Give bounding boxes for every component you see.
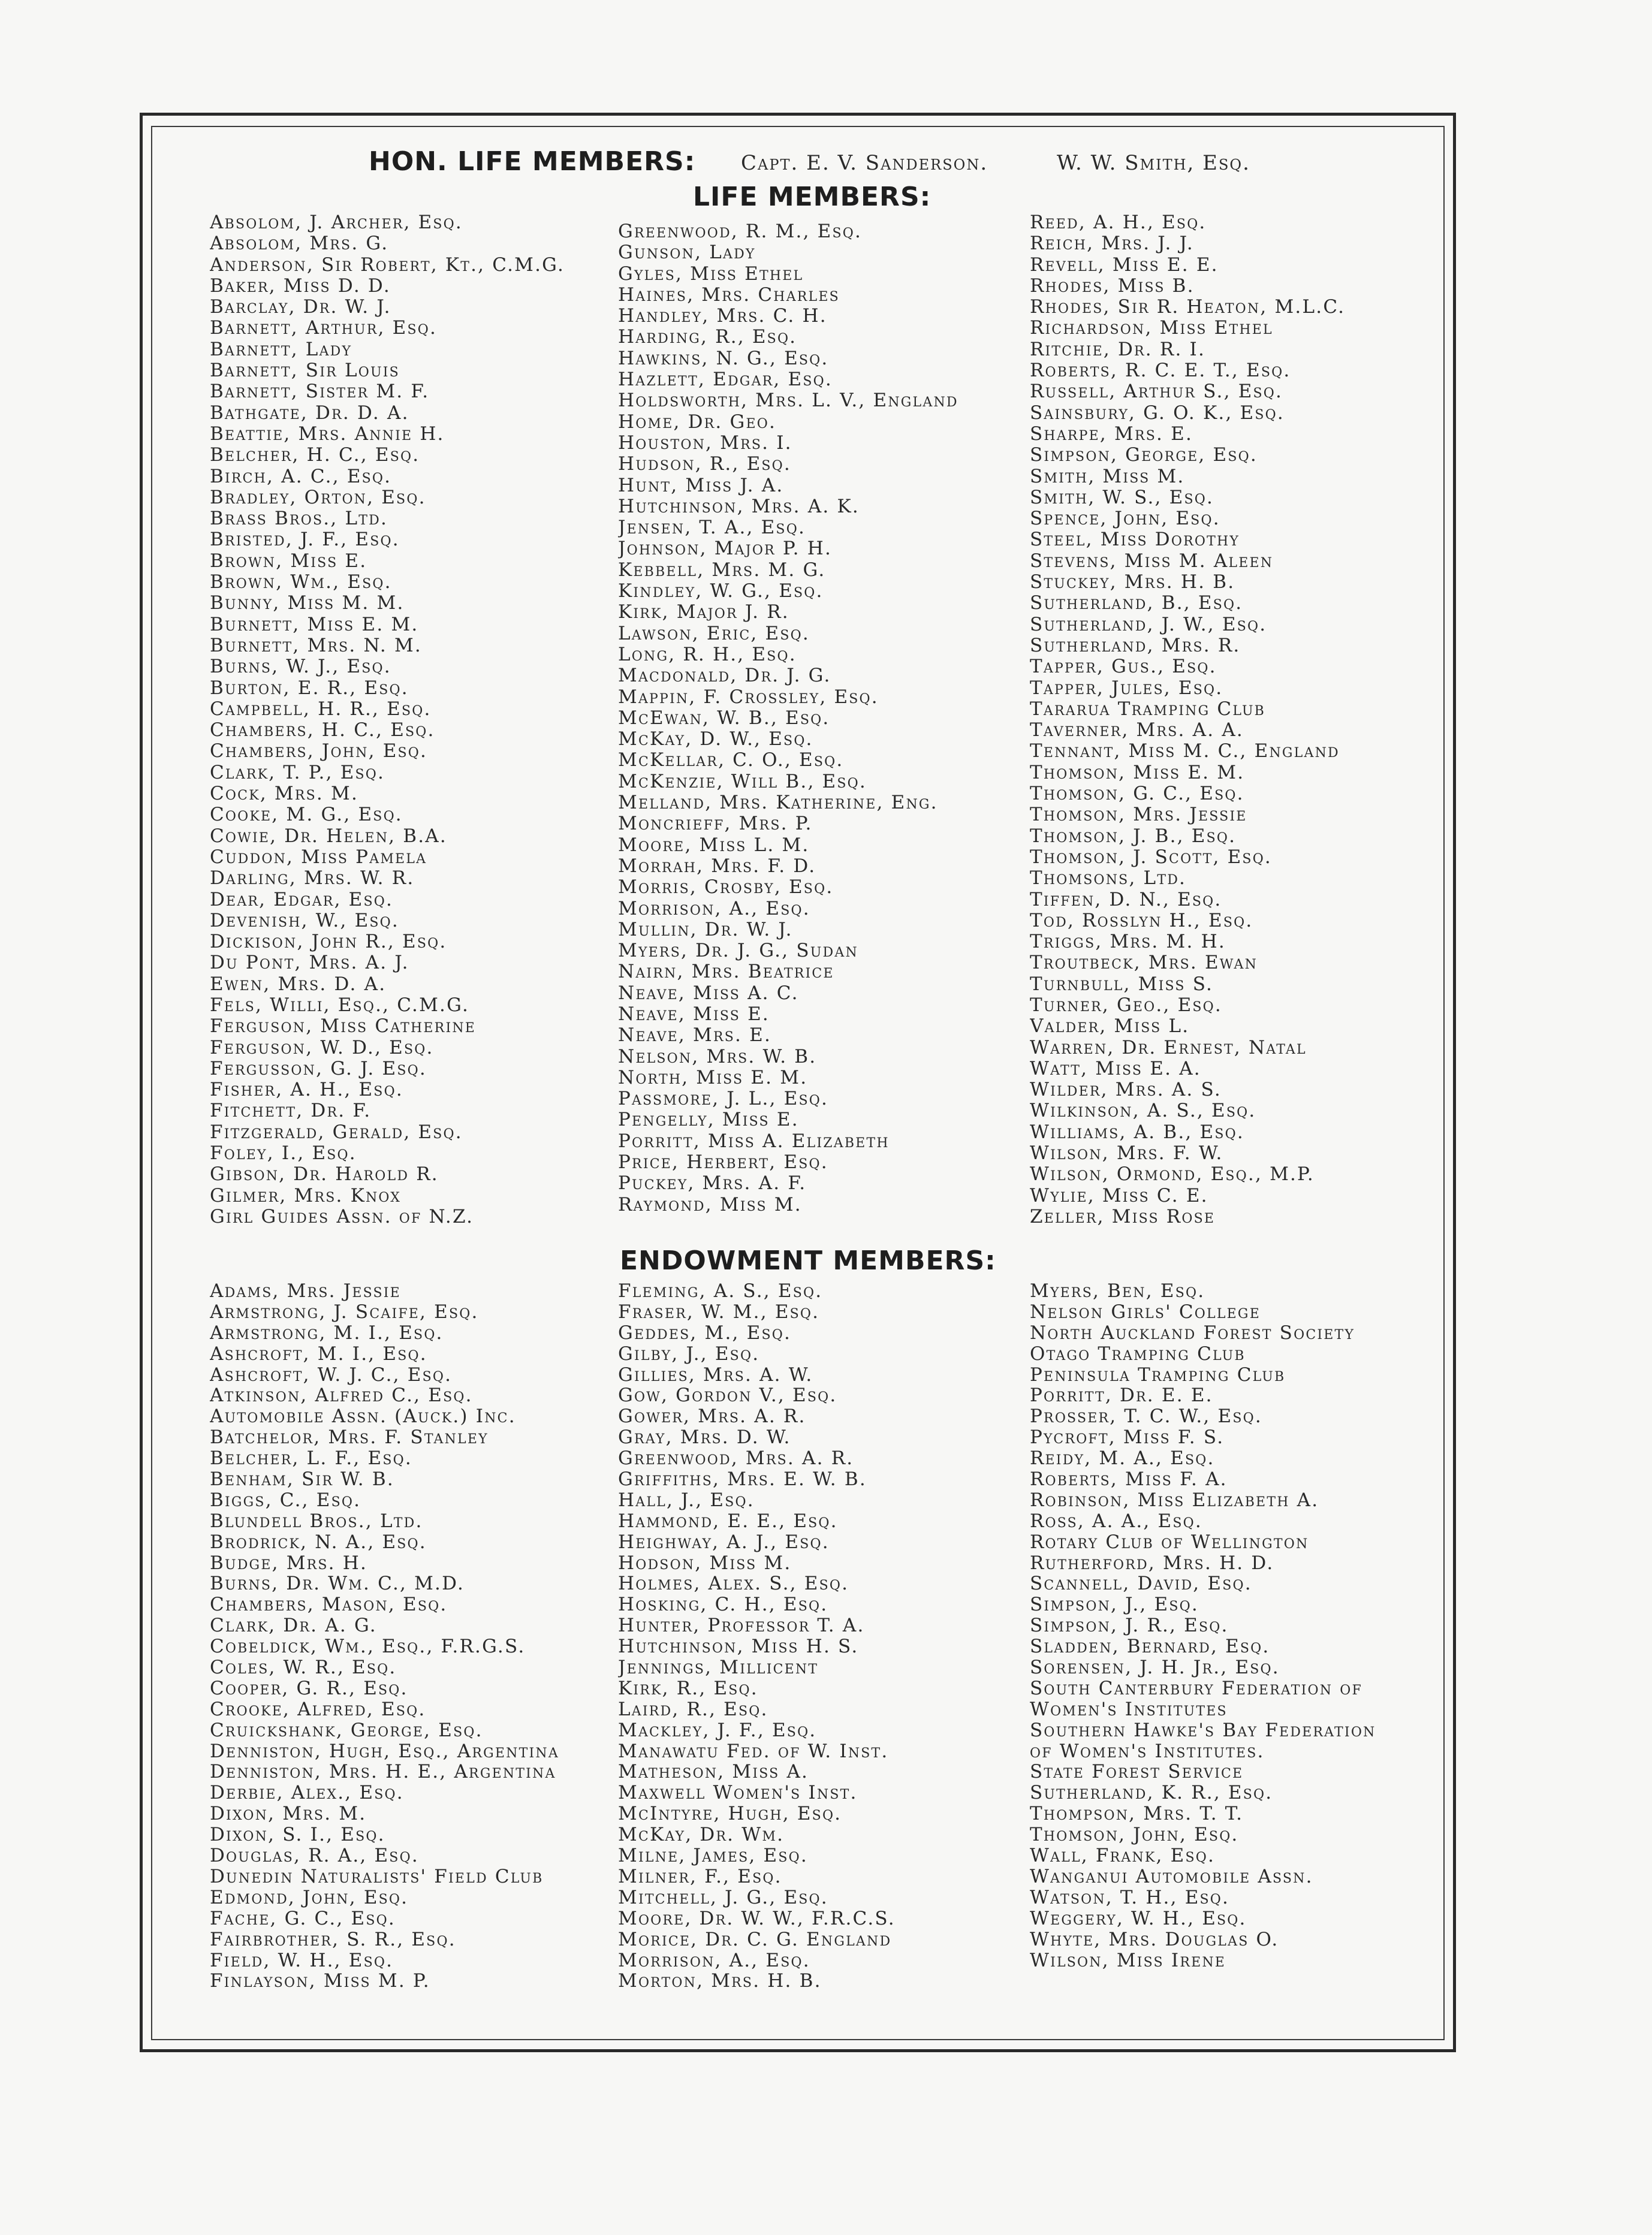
member-entry: Ritchie, Dr. R. I. [1030, 339, 1206, 360]
endowment-members-column-1 [210, 1281, 605, 1992]
member-entry: Sainsbury, G. O. K., Esq. [1030, 402, 1285, 424]
member-entry: Rutherford, Mrs. H. D. [1030, 1552, 1274, 1574]
member-entry: Kirk, Major J. R. [618, 602, 789, 623]
member-entry: Ashcroft, M. I., Esq. [210, 1343, 427, 1365]
member-entry: Southern Hawke's Bay Federation [1030, 1720, 1376, 1741]
member-entry: Chambers, H. C., Esq. [210, 720, 435, 741]
member-entry: Sutherland, B., Esq. [1030, 593, 1243, 614]
member-entry: Thomson, Miss E. M. [1030, 762, 1245, 783]
member-entry: Melland, Mrs. Katherine, Eng. [618, 792, 938, 814]
member-entry: Robinson, Miss Elizabeth A. [1030, 1489, 1319, 1511]
member-entry: Bathgate, Dr. D. A. [210, 402, 409, 424]
member-entry: Puckey, Mrs. A. F. [618, 1173, 807, 1195]
member-entry: Wanganui Automobile Assn. [1030, 1866, 1313, 1887]
hon-life-member-1: Capt. E. V. Sanderson. [741, 151, 988, 175]
member-entry: Mappin, F. Crossley, Esq. [618, 686, 879, 708]
member-entry: Milner, F., Esq. [618, 1866, 782, 1887]
member-entry: Hudson, R., Esq. [618, 454, 791, 475]
member-entry: Fisher, A. H., Esq. [210, 1079, 403, 1101]
member-entry: Thomson, J. B., Esq. [1030, 825, 1237, 847]
member-entry: Houston, Mrs. I. [618, 432, 792, 454]
member-entry: Neave, Mrs. E. [618, 1025, 772, 1046]
member-entry: Hawkins, N. G., Esq. [618, 348, 829, 369]
member-entry: Finlayson, Miss M. P. [210, 1971, 430, 1992]
member-entry: Neave, Miss E. [618, 1003, 770, 1025]
member-entry: Laird, R., Esq. [618, 1699, 768, 1720]
member-entry: McEwan, W. B., Esq. [618, 707, 830, 729]
member-entry: Troutbeck, Mrs. Ewan [1030, 952, 1258, 974]
member-entry: Cowie, Dr. Helen, B.A. [210, 825, 447, 847]
endowment-members-column-3 [1030, 1281, 1425, 1971]
member-entry: McKenzie, Will B., Esq. [618, 771, 867, 792]
member-entry: McKay, Dr. Wm. [618, 1824, 785, 1846]
member-entry: Anderson, Sir Robert, Kt., C.M.G. [210, 254, 565, 276]
member-entry: South Canterbury Federation of [1030, 1678, 1362, 1699]
member-entry: Stevens, Miss M. Aleen [1030, 550, 1274, 572]
member-entry: Budge, Mrs. H. [210, 1552, 368, 1574]
endowment-members-heading: ENDOWMENT MEMBERS: [620, 1245, 996, 1276]
member-entry: Steel, Miss Dorothy [1030, 529, 1240, 551]
member-entry: Geddes, M., Esq. [618, 1322, 792, 1344]
member-entry: Smith, Miss M. [1030, 466, 1185, 487]
member-entry: Biggs, C., Esq. [210, 1489, 361, 1511]
member-entry: Wall, Frank, Esq. [1030, 1845, 1216, 1866]
life-members-column-3 [1030, 212, 1425, 1227]
member-entry: Ferguson, Miss Catherine [210, 1016, 477, 1037]
member-entry: Simpson, J., Esq. [1030, 1594, 1199, 1616]
member-entry: Long, R. H., Esq. [618, 644, 797, 665]
member-entry: Tiffen, D. N., Esq. [1030, 889, 1222, 910]
member-entry: Tennant, Miss M. C., England [1030, 741, 1340, 762]
member-entry: Wylie, Miss C. E. [1030, 1185, 1208, 1207]
member-entry: Barnett, Lady [210, 339, 352, 360]
member-entry: Adams, Mrs. Jessie [210, 1281, 401, 1302]
member-entry: Moore, Dr. W. W., F.R.C.S. [618, 1908, 896, 1929]
member-entry: Hall, J., Esq. [618, 1489, 755, 1511]
member-entry: Clark, Dr. A. G. [210, 1615, 377, 1637]
member-entry: Baker, Miss D. D. [210, 275, 391, 297]
member-entry: Thomson, J. Scott, Esq. [1030, 846, 1272, 868]
member-entry: Gunson, Lady [618, 242, 756, 264]
member-entry: Matheson, Miss A. [618, 1762, 809, 1783]
member-entry: Nelson Girls' College [1030, 1301, 1261, 1323]
member-entry: Passmore, J. L., Esq. [618, 1088, 829, 1110]
member-entry: McIntyre, Hugh, Esq. [618, 1803, 842, 1825]
member-entry: Valder, Miss L. [1030, 1016, 1190, 1037]
member-entry: Kebbell, Mrs. M. G. [618, 559, 826, 581]
member-entry: Gilby, J., Esq. [618, 1343, 760, 1365]
member-entry: Peninsula Tramping Club [1030, 1364, 1286, 1386]
member-entry: Gyles, Miss Ethel [618, 263, 804, 285]
member-entry: Taverner, Mrs. A. A. [1030, 720, 1244, 741]
member-entry: Williams, A. B., Esq. [1030, 1121, 1244, 1143]
member-entry: Cooke, M. G., Esq. [210, 804, 403, 826]
member-entry: Gilmer, Mrs. Knox [210, 1185, 402, 1207]
member-entry: Kindley, W. G., Esq. [618, 581, 824, 602]
member-entry: Thomsons, Ltd. [1030, 868, 1187, 889]
member-entry: Hutchinson, Miss H. S. [618, 1636, 859, 1658]
member-entry: Wilkinson, A. S., Esq. [1030, 1100, 1256, 1122]
member-entry: Absolom, Mrs. G. [210, 233, 389, 255]
member-entry: Porritt, Miss A. Elizabeth [618, 1130, 890, 1152]
member-entry: Mitchell, J. G., Esq. [618, 1887, 828, 1908]
member-entry: Dunedin Naturalists' Field Club [210, 1866, 544, 1887]
member-entry: Handley, Mrs. C. H. [618, 306, 827, 327]
member-entry: Griffiths, Mrs. E. W. B. [618, 1469, 867, 1490]
member-entry: Coles, W. R., Esq. [210, 1657, 397, 1678]
member-entry: Macdonald, Dr. J. G. [618, 665, 831, 687]
member-entry: Barclay, Dr. W. J. [210, 297, 391, 318]
member-entry: Milne, James, Esq. [618, 1845, 808, 1866]
member-entry: Mullin, Dr. W. J. [618, 919, 793, 940]
member-entry: Rhodes, Sir R. Heaton, M.L.C. [1030, 297, 1346, 318]
member-entry: Gower, Mrs. A. R. [618, 1406, 806, 1428]
member-entry: Sorensen, J. H. Jr., Esq. [1030, 1657, 1280, 1678]
life-members-column-1 [210, 212, 605, 1227]
member-entry: Fleming, A. S., Esq. [618, 1281, 823, 1302]
member-entry: Barnett, Arthur, Esq. [210, 318, 438, 339]
member-entry: Atkinson, Alfred C., Esq. [210, 1385, 473, 1407]
member-entry: Cobeldick, Wm., Esq., F.R.G.S. [210, 1636, 526, 1658]
member-entry: Scannell, David, Esq. [1030, 1573, 1252, 1595]
member-entry: Sutherland, K. R., Esq. [1030, 1782, 1273, 1804]
member-entry: Brown, Miss E. [210, 550, 367, 572]
member-entry: McKay, D. W., Esq. [618, 729, 813, 750]
member-entry: Derbie, Alex., Esq. [210, 1782, 404, 1804]
member-entry: Holmes, Alex. S., Esq. [618, 1573, 849, 1595]
member-entry: Tapper, Jules, Esq. [1030, 677, 1223, 699]
member-entry: Neave, Miss A. C. [618, 982, 799, 1004]
member-entry: Gray, Mrs. D. W. [618, 1427, 791, 1449]
member-entry: Chambers, John, Esq. [210, 741, 428, 762]
member-entry: Brass Bros., Ltd. [210, 508, 388, 530]
member-entry: Sutherland, Mrs. R. [1030, 635, 1241, 656]
member-entry: Myers, Dr. J. G., Sudan [618, 940, 858, 962]
member-entry: of Women's Institutes. [1030, 1741, 1265, 1762]
member-entry: Greenwood, R. M., Esq. [618, 221, 863, 242]
member-entry: State Forest Service [1030, 1762, 1244, 1783]
member-entry: Belcher, L. F., Esq. [210, 1448, 412, 1470]
member-entry: Ferguson, W. D., Esq. [210, 1037, 434, 1058]
member-entry: McKellar, C. O., Esq. [618, 750, 844, 771]
member-entry: Greenwood, Mrs. A. R. [618, 1448, 854, 1470]
member-entry: Barnett, Sir Louis [210, 360, 400, 382]
member-entry: Jensen, T. A., Esq. [618, 517, 806, 539]
member-entry: Holdsworth, Mrs. L. V., England [618, 390, 958, 412]
member-entry: Raymond, Miss M. [618, 1194, 802, 1215]
member-entry: Cooper, G. R., Esq. [210, 1678, 408, 1699]
member-entry: Cuddon, Miss Pamela [210, 846, 427, 868]
member-entry: Spence, John, Esq. [1030, 508, 1220, 530]
member-entry: Ross, A. A., Esq. [1030, 1510, 1202, 1532]
member-entry: Richardson, Miss Ethel [1030, 318, 1273, 339]
member-entry: Roberts, R. C. E. T., Esq. [1030, 360, 1291, 382]
member-entry: Reed, A. H., Esq. [1030, 212, 1207, 233]
member-entry: Turnbull, Miss S. [1030, 973, 1214, 995]
member-entry: Morrah, Mrs. F. D. [618, 855, 816, 877]
member-entry: Denniston, Mrs. H. E., Argentina [210, 1762, 556, 1783]
member-entry: Whyte, Mrs. Douglas O. [1030, 1929, 1279, 1950]
member-entry: Devenish, W., Esq. [210, 910, 399, 931]
member-entry: Fraser, W. M., Esq. [618, 1301, 820, 1323]
member-entry: Wilson, Miss Irene [1030, 1950, 1226, 1971]
member-entry: Fache, G. C., Esq. [210, 1908, 396, 1929]
member-entry: Foley, I., Esq. [210, 1143, 357, 1165]
life-members-heading: LIFE MEMBERS: [693, 182, 931, 212]
member-entry: Heighway, A. J., Esq. [618, 1531, 830, 1553]
member-entry: Moncrieff, Mrs. P. [618, 813, 813, 835]
member-entry: North Auckland Forest Society [1030, 1322, 1355, 1344]
member-entry: Nelson, Mrs. W. B. [618, 1046, 817, 1067]
member-entry: Rhodes, Miss B. [1030, 275, 1195, 297]
member-entry: Reich, Mrs. J. J. [1030, 233, 1194, 255]
member-entry: Russell, Arthur S., Esq. [1030, 381, 1283, 403]
member-entry: Nairn, Mrs. Beatrice [618, 961, 834, 983]
member-entry: Automobile Assn. (Auck.) Inc. [210, 1406, 516, 1428]
member-entry: Myers, Ben, Esq. [1030, 1281, 1205, 1302]
member-entry: Du Pont, Mrs. A. J. [210, 952, 409, 974]
member-entry: Watson, T. H., Esq. [1030, 1887, 1230, 1908]
member-entry: Home, Dr. Geo. [618, 411, 777, 433]
member-entry: Beattie, Mrs. Annie H. [210, 423, 445, 445]
member-entry: Stuckey, Mrs. H. B. [1030, 572, 1235, 593]
member-entry: Clark, T. P., Esq. [210, 762, 385, 783]
member-entry: Brown, Wm., Esq. [210, 572, 392, 593]
member-entry: Barnett, Sister M. F. [210, 381, 430, 403]
member-entry: Batchelor, Mrs. F. Stanley [210, 1427, 489, 1449]
member-entry: Mackley, J. F., Esq. [618, 1720, 817, 1741]
member-entry: Dixon, Mrs. M. [210, 1803, 367, 1825]
member-entry: Maxwell Women's Inst. [618, 1782, 858, 1804]
member-entry: Hunter, Professor T. A. [618, 1615, 865, 1637]
member-entry: Kirk, R., Esq. [618, 1678, 758, 1699]
member-entry: Ewen, Mrs. D. A. [210, 973, 387, 995]
member-entry: Armstrong, M. I., Esq. [210, 1322, 444, 1344]
member-entry: Crooke, Alfred, Esq. [210, 1699, 426, 1720]
member-entry: Belcher, H. C., Esq. [210, 445, 420, 466]
member-entry: Tod, Rosslyn H., Esq. [1030, 910, 1253, 931]
member-entry: Roberts, Miss F. A. [1030, 1469, 1228, 1490]
member-entry: Hazlett, Edgar, Esq. [618, 369, 833, 391]
member-entry: Price, Herbert, Esq. [618, 1152, 828, 1174]
member-entry: Hosking, C. H., Esq. [618, 1594, 828, 1616]
member-entry: Bristed, J. F., Esq. [210, 529, 400, 551]
member-entry: Gow, Gordon V., Esq. [618, 1385, 837, 1407]
member-entry: Watt, Miss E. A. [1030, 1058, 1201, 1079]
member-entry: Tararua Tramping Club [1030, 698, 1266, 720]
member-entry: Cock, Mrs. M. [210, 783, 359, 805]
member-entry: Douglas, R. A., Esq. [210, 1845, 419, 1866]
member-entry: Women's Institutes [1030, 1699, 1228, 1720]
member-entry: Morice, Dr. C. G. England [618, 1929, 892, 1950]
member-entry: Dickison, John R., Esq. [210, 931, 447, 953]
member-entry: Tapper, Gus., Esq. [1030, 656, 1217, 678]
member-entry: Hammond, E. E., Esq. [618, 1510, 838, 1532]
member-entry: Fels, Willi, Esq., C.M.G. [210, 994, 470, 1016]
member-entry: Morris, Crosby, Esq. [618, 877, 834, 898]
member-entry: Birch, A. C., Esq. [210, 466, 392, 487]
member-entry: Sharpe, Mrs. E. [1030, 423, 1193, 445]
member-entry: Sladden, Bernard, Esq. [1030, 1636, 1270, 1658]
member-entry: Morrison, A., Esq. [618, 1950, 810, 1971]
member-entry: Wilder, Mrs. A. S. [1030, 1079, 1222, 1101]
member-entry: Johnson, Major P. H. [618, 538, 833, 560]
member-entry: Fitchett, Dr. F. [210, 1100, 372, 1122]
member-entry: Darling, Mrs. W. R. [210, 868, 415, 889]
member-entry: Smith, W. S., Esq. [1030, 487, 1214, 508]
member-entry: Pengelly, Miss E. [618, 1109, 799, 1131]
member-entry: North, Miss E. M. [618, 1067, 808, 1088]
hon-life-member-2: W. W. Smith, Esq. [1057, 151, 1250, 175]
member-entry: Harding, R., Esq. [618, 327, 797, 348]
member-entry: Burns, W. J., Esq. [210, 656, 391, 678]
member-entry: Wilson, Ormond, Esq., M.P. [1030, 1164, 1315, 1186]
member-entry: Hodson, Miss M. [618, 1552, 792, 1574]
member-entry: Gillies, Mrs. A. W. [618, 1364, 813, 1386]
member-entry: Hunt, Miss J. A. [618, 475, 784, 496]
member-entry: Ashcroft, W. J. C., Esq. [210, 1364, 453, 1386]
member-entry: Thomson, John, Esq. [1030, 1824, 1239, 1846]
member-entry: Absolom, J. Archer, Esq. [210, 212, 463, 233]
member-entry: Thomson, G. C., Esq. [1030, 783, 1244, 805]
member-entry: Prosser, T. C. W., Esq. [1030, 1406, 1262, 1428]
member-entry: Denniston, Hugh, Esq., Argentina [210, 1741, 559, 1762]
member-entry: Brodrick, N. A., Esq. [210, 1531, 427, 1553]
member-entry: Fergusson, G. J. Esq. [210, 1058, 427, 1079]
member-entry: Bunny, Miss M. M. [210, 593, 405, 614]
member-entry: Moore, Miss L. M. [618, 834, 810, 856]
member-entry: Revell, Miss E. E. [1030, 254, 1219, 276]
member-entry: Porritt, Dr. E. E. [1030, 1385, 1213, 1407]
member-entry: Fairbrother, S. R., Esq. [210, 1929, 456, 1950]
member-entry: Armstrong, J. Scaife, Esq. [210, 1301, 479, 1323]
life-members-column-2 [618, 221, 1014, 1215]
member-entry: Manawatu Fed. of W. Inst. [618, 1741, 889, 1762]
member-entry: Burton, E. R., Esq. [210, 677, 409, 699]
hon-life-members-heading: HON. LIFE MEMBERS: [369, 146, 696, 177]
member-entry: Otago Tramping Club [1030, 1343, 1246, 1365]
member-entry: Thomson, Mrs. Jessie [1030, 804, 1247, 826]
endowment-members-column-2 [618, 1281, 1014, 1992]
member-entry: Campbell, H. R., Esq. [210, 698, 432, 720]
member-entry: Reidy, M. A., Esq. [1030, 1448, 1215, 1470]
member-entry: Field, W. H., Esq. [210, 1950, 394, 1971]
member-entry: Zeller, Miss Rose [1030, 1206, 1216, 1227]
member-entry: Chambers, Mason, Esq. [210, 1594, 448, 1616]
member-entry: Cruickshank, George, Esq. [210, 1720, 483, 1741]
member-entry: Lawson, Eric, Esq. [618, 623, 810, 644]
member-entry: Weggery, W. H., Esq. [1030, 1908, 1247, 1929]
member-entry: Dixon, S. I., Esq. [210, 1824, 385, 1846]
member-entry: Blundell Bros., Ltd. [210, 1510, 423, 1532]
member-entry: Morton, Mrs. H. B. [618, 1971, 822, 1992]
member-entry: Rotary Club of Wellington [1030, 1531, 1309, 1553]
member-entry: Triggs, Mrs. M. H. [1030, 931, 1226, 953]
member-entry: Sutherland, J. W., Esq. [1030, 614, 1267, 635]
member-entry: Bradley, Orton, Esq. [210, 487, 426, 508]
member-entry: Wilson, Mrs. F. W. [1030, 1143, 1223, 1165]
member-entry: Benham, Sir W. B. [210, 1469, 394, 1490]
member-entry: Haines, Mrs. Charles [618, 284, 840, 306]
member-entry: Burnett, Mrs. N. M. [210, 635, 422, 656]
member-entry: Turner, Geo., Esq. [1030, 994, 1222, 1016]
member-entry: Morrison, A., Esq. [618, 898, 810, 919]
member-entry: Simpson, J. R., Esq. [1030, 1615, 1229, 1637]
member-entry: Thompson, Mrs. T. T. [1030, 1803, 1244, 1825]
member-entry: Edmond, John, Esq. [210, 1887, 409, 1908]
member-entry: Fitzgerald, Gerald, Esq. [210, 1121, 463, 1143]
member-entry: Jennings, Millicent [618, 1657, 819, 1678]
member-entry: Hutchinson, Mrs. A. K. [618, 496, 860, 517]
member-entry: Gibson, Dr. Harold R. [210, 1164, 439, 1186]
member-entry: Girl Guides Assn. of N.Z. [210, 1206, 474, 1227]
member-entry: Simpson, George, Esq. [1030, 445, 1258, 466]
member-entry: Burnett, Miss E. M. [210, 614, 419, 635]
member-entry: Dear, Edgar, Esq. [210, 889, 394, 910]
member-entry: Burns, Dr. Wm. C., M.D. [210, 1573, 465, 1595]
member-entry: Pycroft, Miss F. S. [1030, 1427, 1225, 1449]
member-entry: Warren, Dr. Ernest, Natal [1030, 1037, 1307, 1058]
